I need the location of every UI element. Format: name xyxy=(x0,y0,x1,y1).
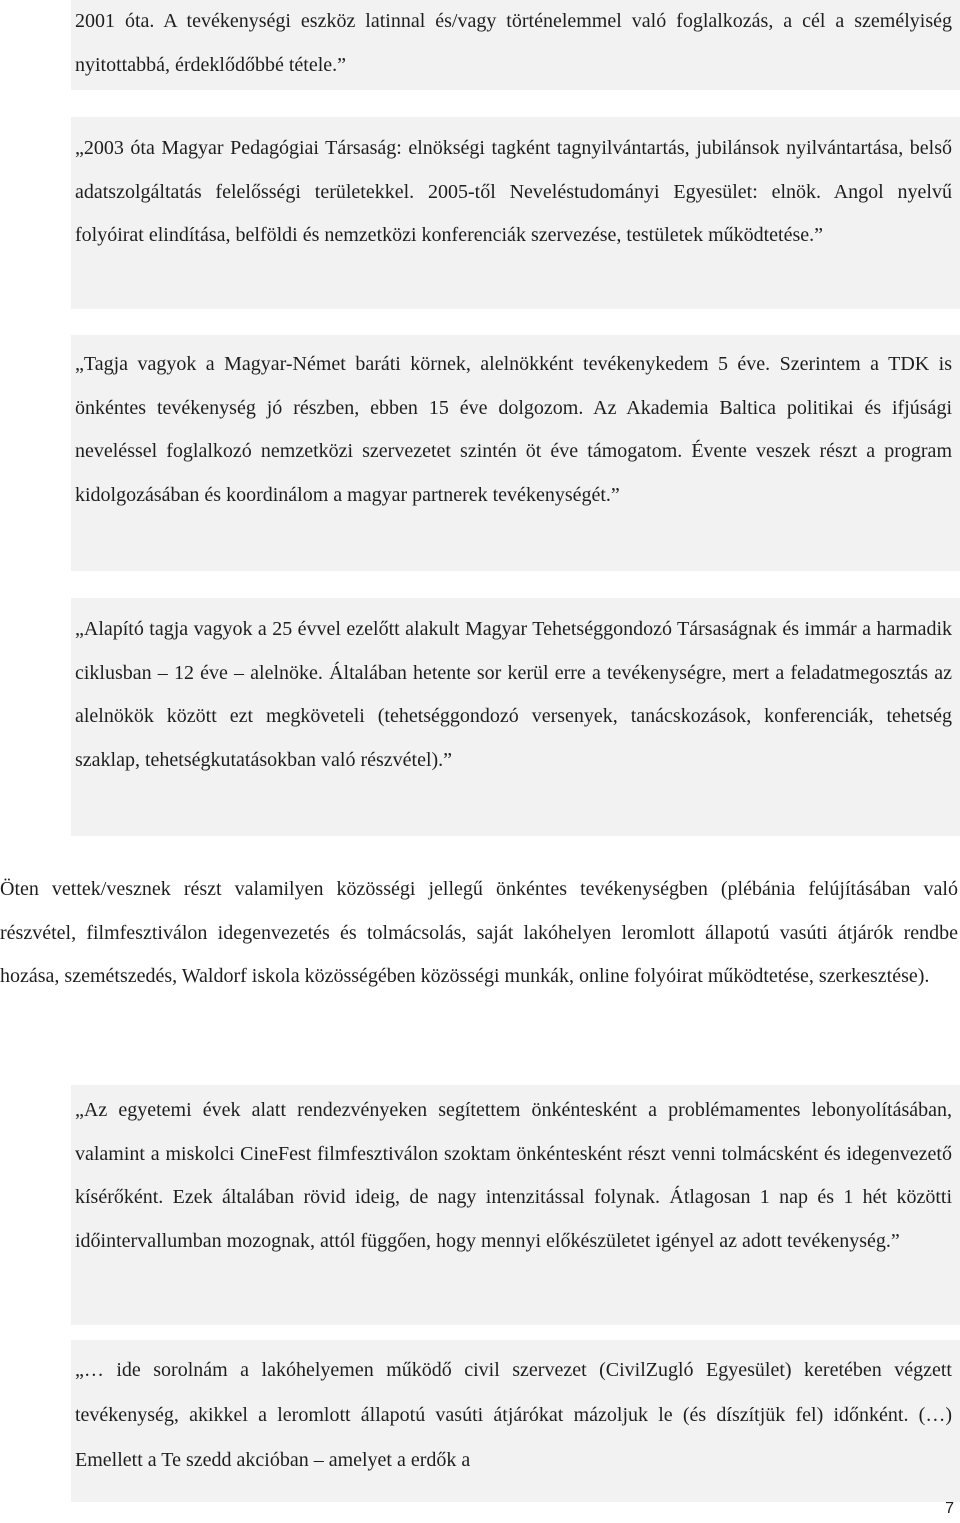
quote-block-6 xyxy=(71,1340,960,1502)
quote-block-3 xyxy=(71,335,960,571)
body-paragraph: Öten vettek/vesznek részt valamilyen közösségi jellegű önkéntes tevékenységben (plébánia felújításában való részvétel, filmfesztiválon idegenvezetés és tolmácsolás, saját lakóhelyen leromlott állapotú vasúti átjárók rendbe hozása, szemétszedés, Waldorf iskola közösségében közösségi munkák, online folyóirat működtetése, szerkesztése). xyxy=(0,878,958,988)
quote-text-4: „Alapító tagja vagyok a 25 évvel ezelőtt alakult Magyar Tehetséggondozó Társaságnak és immár a harmadik ciklusban – 12 éve – alelnöke. Általában hetente sor kerül erre a tevékenységre, mert a feladatmegosztás az alelnökök között ezt megköveteli (tehetséggondozó versenyek, tanácskozások, konferenciák, tehetség szaklap, tehetségkutatásokban való részvétel).” xyxy=(75,618,952,771)
quote-text-6: „… ide sorolnám a lakóhelyemen működő civil szervezet (CivilZugló Egyesület) keretében végzett tevékenység, akikkel a leromlott állapotú vasúti átjárókat mázoljuk le (és díszítjük fel) időnként. (…) Emellett a Te szedd akcióban – amelyet a erdők a xyxy=(75,1359,952,1471)
quote-text-3: „Tagja vagyok a Magyar-Német baráti körnek, alelnökként tevékenykedem 5 éve. Szerintem a TDK is önkéntes tevékenység jó részben, ebben 15 éve dolgozom. Az Akademia Baltica politikai és ifjúsági neveléssel foglalkozó nemzetközi szervezetet szintén öt éve támogatom. Évente veszek részt a program kidolgozásában és koordinálom a magyar partnerek tevékenységét.” xyxy=(75,353,952,506)
quote-text-5: „Az egyetemi évek alatt rendezvényeken segítettem önkéntesként a problémamentes lebonyolításában, valamint a miskolci CineFest filmfesztiválon szoktam önkéntesként részt venni tolmácsként és idegenvezető kísérőként. Ezek általában rövid ideig, de nagy intenzitással folynak. Átlagosan 1 nap és 1 hét közötti időintervallumban mozognak, attól függően, hogy mennyi előkészületet igényel az adott tevékenység.” xyxy=(75,1099,952,1252)
quote-block-1 xyxy=(71,0,960,90)
quote-block-4 xyxy=(71,598,960,836)
quote-text-1: 2001 óta. A tevékenységi eszköz latinnal és/vagy történelemmel való foglalkozás, a cél a személyiség nyitottabbá, érdeklődőbbé tétele.” xyxy=(75,10,952,76)
quote-text-2: „2003 óta Magyar Pedagógiai Társaság: elnökségi tagként tagnyilvántartás, jubilánsok nyilvántartása, belső adatszolgáltatás felelősségi területekkel. 2005-től Neveléstudományi Egyesület: elnök. Angol nyelvű folyóirat elindítása, belföldi és nemzetközi konferenciák szervezése, testületek működtetése.” xyxy=(75,137,952,247)
quote-block-2 xyxy=(71,117,960,309)
page-number: 7 xyxy=(945,1500,954,1517)
quote-block-5 xyxy=(71,1085,960,1325)
